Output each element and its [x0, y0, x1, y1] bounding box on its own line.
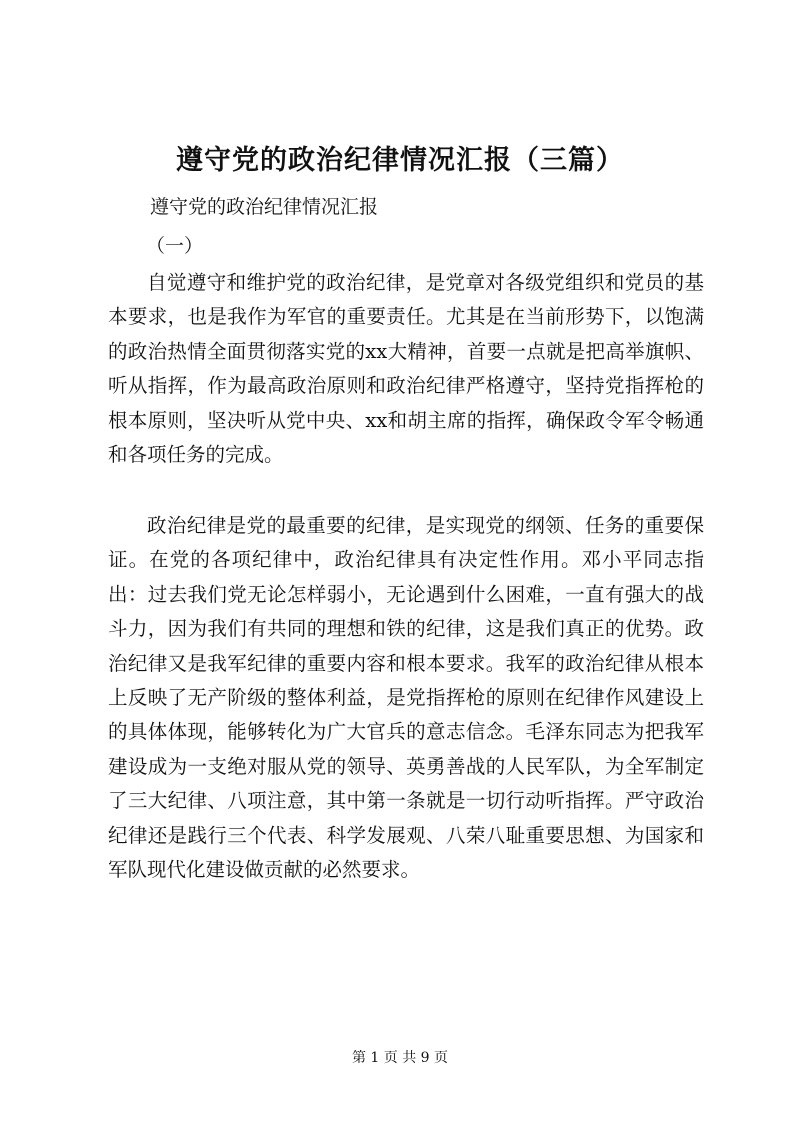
document-title: 遵守党的政治纪律情况汇报（三篇） [176, 145, 624, 176]
page-footer: 第 1 页 共 9 页 [351, 1050, 449, 1066]
paragraph-2: 政治纪律是党的最重要的纪律，是实现党的纲领、任务的重要保证。在党的各项纪律中，政治纪律具有决定性作用。邓小平同志指出：过去我们党无论怎样弱小，无论遇到什么困难，一直有强大的战斗力，因为我们有共同的理想和铁的纪律，这是我们真正的优势。政治纪律又是我军纪律的重要内容和根本要求。我军的政治纪律从根本上反映了无产阶级的整体利益，是党指挥枪的原则在纪律作风建设上的具体体现，能够转化为广大官兵的意志信念。毛泽东同志为把我军建设成为一支绝对服从党的领导、英勇善战的人民军队，为全军制定了三大纪律、八项注意，其中第一条就是一切行动听指挥。严守政治纪律还是践行三个代表、科学发展观、八荣八耻重要思想、为国家和军队现代化建设做贡献的必然要求。 [108, 514, 704, 882]
section-number: （一） [146, 235, 204, 257]
paragraph-1: 自觉遵守和维护党的政治纪律，是党章对各级党组织和党员的基本要求，也是我作为军官的重要责任。尤其是在当前形势下，以饱满的政治热情全面贯彻落实党的xx大精神，首要一点就是把高举旗帜、听从指挥，作为最高政治原则和政治纪律严格遵守，坚持党指挥枪的根本原则，坚决听从党中央、xx和胡主席的指挥，确保政令军令畅通和各项任务的完成。 [108, 271, 704, 467]
document-subtitle: 遵守党的政治纪律情况汇报 [150, 196, 379, 218]
